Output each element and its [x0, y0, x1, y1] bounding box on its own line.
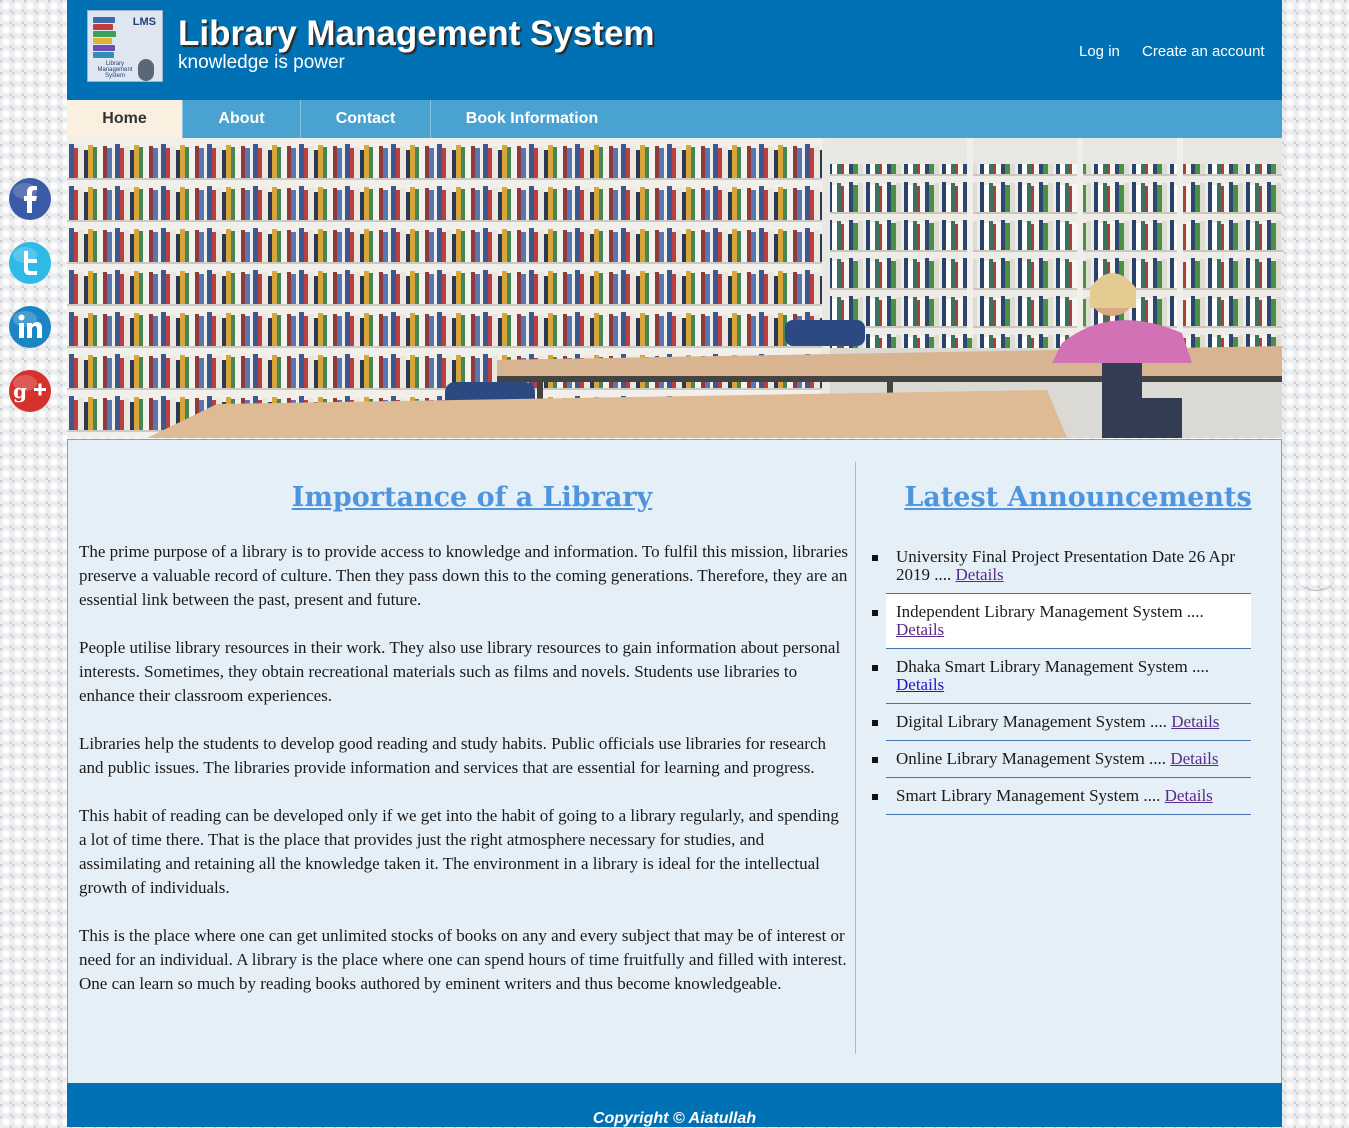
linkedin-icon[interactable]	[7, 304, 53, 350]
details-link[interactable]: Details	[955, 565, 1004, 584]
details-link[interactable]: Details	[896, 620, 945, 639]
site-header	[67, 0, 1282, 100]
announcement-item	[886, 649, 1251, 704]
site-logo[interactable]	[87, 10, 163, 82]
announcements-list	[886, 539, 1251, 815]
library-banner-image	[67, 138, 1282, 438]
facebook-icon[interactable]	[7, 176, 53, 222]
bullet-icon	[872, 794, 878, 800]
article-paragraph: This is the place where one can get unlimited stocks of books on any and every subject that may be of interest or need for an individual. A library is the place where one can spend hours of time fruitfully and filled with interest. One can learn so much by reading books authored by eminent writers and thus become knowledgeable.	[79, 926, 847, 993]
bullet-icon	[872, 610, 878, 616]
content-area	[67, 439, 1282, 1084]
main-nav	[67, 100, 1282, 138]
login-link[interactable]: Log in	[1079, 43, 1120, 60]
announcement-text: Smart Library Management System ....	[896, 786, 1161, 805]
announcement-text: University Final Project Presentation Date 26 Apr 2019 ....	[896, 547, 1235, 584]
main-article	[79, 540, 849, 1020]
logo-caption: Library Management System	[97, 61, 133, 79]
column-divider	[855, 462, 856, 1054]
announcement-text: Digital Library Management System ....	[896, 712, 1167, 731]
announcements-heading: Latest Announcements	[904, 482, 1252, 513]
svg-text:g: g	[13, 379, 27, 403]
page-decoration	[1298, 566, 1334, 591]
article-paragraph: Libraries help the students to develop good reading and study habits. Public officials use libraries for research and public issues. The libraries provide information and services that are essential for learning and progress.	[79, 734, 827, 777]
bullet-icon	[872, 555, 878, 561]
details-link[interactable]: Details	[1171, 712, 1220, 731]
announcement-item	[886, 704, 1251, 741]
announcement-text: Dhaka Smart Library Management System ....	[896, 657, 1210, 676]
main-heading: Importance of a Library	[291, 482, 653, 513]
twitter-icon[interactable]	[7, 240, 53, 286]
nav-item-contact[interactable]: Contact	[301, 100, 431, 138]
announcement-item	[886, 741, 1251, 778]
site-tagline: knowledge is power	[178, 52, 345, 73]
details-link[interactable]: Details	[1170, 749, 1219, 768]
nav-item-about[interactable]: About	[183, 100, 301, 138]
announcement-text: Independent Library Management System ....	[896, 602, 1204, 621]
announcement-item	[886, 539, 1251, 594]
create-account-link[interactable]: Create an account	[1142, 43, 1265, 60]
logo-text: LMS	[132, 16, 156, 28]
nav-item-book-information[interactable]: Book Information	[465, 110, 599, 127]
bullet-icon	[872, 757, 878, 763]
article-paragraph: People utilise library resources in their work. They also use library resources to gain information about personal interests. Sometimes, they obtain recreational materials such as films and novels. Students use libraries to enhance their classroom experiences.	[79, 638, 841, 705]
mouse-icon	[138, 59, 154, 81]
bullet-icon	[872, 720, 878, 726]
page-container	[67, 0, 1282, 1127]
announcement-item	[886, 778, 1251, 815]
google-plus-icon[interactable]	[7, 368, 53, 414]
article-paragraph: This habit of reading can be developed only if we get into the habit of going to a library regularly, and spending a lot of time there. That is the place that provides just the right atmosphere necessary for studies, and assimilating and retaining all the knowledge taken it. The environment in a library is ideal for the intellectual growth of individuals.	[79, 806, 839, 897]
announcement-item	[886, 594, 1251, 649]
details-link[interactable]: Details	[896, 675, 945, 694]
site-title: Library Management System	[178, 14, 655, 53]
books-icon	[93, 17, 117, 59]
bullet-icon	[872, 665, 878, 671]
site-footer	[67, 1083, 1282, 1127]
nav-item-home[interactable]: Home	[67, 100, 183, 138]
article-paragraph: The prime purpose of a library is to provide access to knowledge and information. To fulfil this mission, libraries preserve a valuable record of culture. Then they pass down this to the coming generations. Therefore, they are an essential link between the past, present and future.	[79, 542, 848, 609]
details-link[interactable]: Details	[1164, 786, 1213, 805]
announcement-text: Online Library Management System ....	[896, 749, 1167, 768]
copyright-text: Copyright © Aiatullah	[592, 1110, 757, 1127]
